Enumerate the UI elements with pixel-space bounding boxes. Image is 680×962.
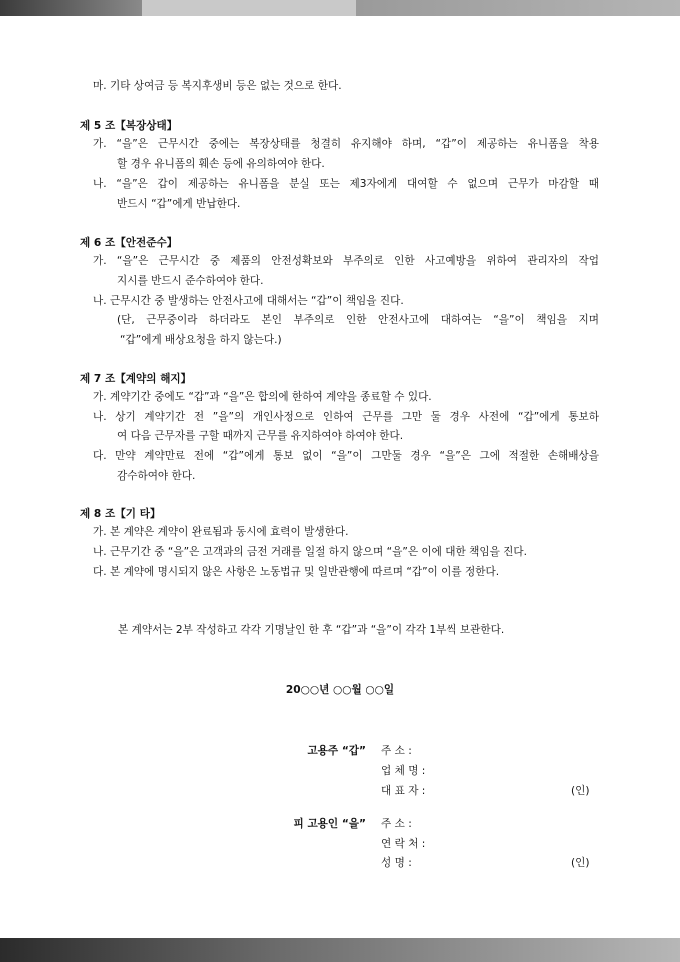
article-5-title: 제 5 조【복장상태】 <box>80 120 178 132</box>
article-8-line-1: 가. 본 계약은 계약이 완료됨과 동시에 효력이 발생한다. <box>93 526 349 538</box>
employer-company-field: 업 체 명 : <box>381 765 426 777</box>
article-5-line-2: 할 경우 유니폼의 훼손 등에 유의하여야 한다. <box>117 158 325 170</box>
article-6-line-5: “갑”에게 배상요청을 하지 않는다.) <box>120 334 282 346</box>
article-6-line-3: 나. 근무시간 중 발생하는 안전사고에 대해서는 “갑”이 책임을 진다. <box>93 295 404 307</box>
employee-contact-field: 연 락 처 : <box>381 838 426 850</box>
article-7-line-5: 감수하여야 한다. <box>117 470 196 482</box>
article-6-line-1: 가. “을”은 근무시간 중 제품의 안전성확보와 부주의로 인한 사고예방을 위하여 관리자의 작업 <box>93 255 599 267</box>
article-8-line-3: 다. 본 계약에 명시되지 않은 사항은 노동법규 및 일반관행에 따르며 “갑”이 이를 정한다. <box>93 566 500 578</box>
article-7-title: 제 7 조【계약의 해지】 <box>80 373 192 385</box>
closing-statement: 본 계약서는 2부 작성하고 각각 기명날인 한 후 “갑”과 “을”이 각각 1부씩 보관한다. <box>118 624 505 636</box>
top-decorative-bar <box>0 0 680 16</box>
item-other-bonus: 마. 기타 상여금 등 복지후생비 등은 없는 것으로 한다. <box>93 80 342 92</box>
contract-date: 20○○년 ○○월 ○○일 <box>285 684 395 696</box>
employer-address-field: 주 소 : <box>381 745 412 757</box>
employee-name-field: 성 명 : <box>381 857 412 869</box>
employee-address-field: 주 소 : <box>381 818 412 830</box>
article-5-line-4: 반드시 “갑”에게 반납한다. <box>117 198 241 210</box>
article-8-line-2: 나. 근무기간 중 “을”은 고객과의 금전 거래를 일절 하지 않으며 “을”은 이에 대한 책임을 진다. <box>93 546 528 558</box>
article-7-line-2: 나. 상기 계약기간 전 ”을”의 개인사정으로 인하여 근무를 그만 둘 경우 사전에 “갑”에게 통보하 <box>93 411 599 423</box>
article-6-line-4: (단, 근무중이라 하더라도 본인 부주의로 인한 안전사고에 대하여는 “을”이 책임을 지며 <box>117 314 599 326</box>
employer-label: 고용주 “갑” <box>307 745 366 757</box>
article-7-line-3: 여 다음 근무자를 구할 때까지 근무를 유지하여야 하여야 한다. <box>117 430 404 442</box>
article-7-line-1: 가. 계약기간 중에도 “갑”과 “을”은 합의에 한하여 계약을 종료할 수 있다. <box>93 391 432 403</box>
article-6-title: 제 6 조【안전준수】 <box>80 237 178 249</box>
article-5-line-1: 가. “을”은 근무시간 중에는 복장상태를 청결히 유지해야 하며, “갑”이 제공하는 유니폼을 착용 <box>93 138 599 150</box>
article-7-line-4: 다. 만약 계약만료 전에 “갑”에게 통보 없이 “을”이 그만둘 경우 “을”은 그에 적절한 손해배상을 <box>93 450 599 462</box>
article-5-line-3: 나. “을”은 갑이 제공하는 유니폼을 분실 또는 제3자에게 대여할 수 없으며 근무가 마감할 때 <box>93 178 599 190</box>
top-bar-light-segment <box>142 0 356 16</box>
employer-seal-mark: (인) <box>571 785 590 797</box>
top-bar-gray-segment <box>356 0 680 16</box>
article-6-line-2: 지시를 반드시 준수하여야 한다. <box>117 275 264 287</box>
employee-label: 피 고용인 “을” <box>293 818 366 830</box>
top-bar-dark-segment <box>0 0 142 16</box>
article-8-title: 제 8 조【기 타】 <box>80 508 161 520</box>
bottom-decorative-bar <box>0 938 680 962</box>
employee-seal-mark: (인) <box>571 857 590 869</box>
employer-representative-field: 대 표 자 : <box>381 785 426 797</box>
